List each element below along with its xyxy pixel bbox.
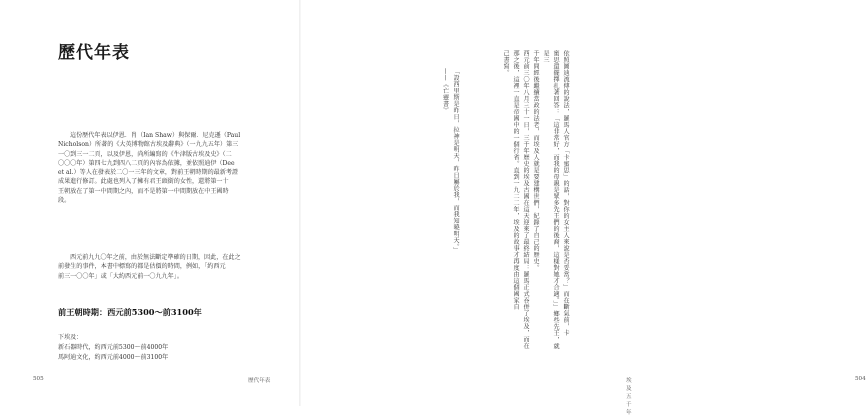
- section-heading: 前王朝時期：西元前5300～前3100年: [58, 307, 202, 317]
- period-list: [58, 333, 168, 363]
- period-item: 馬阿迪文化，約西元前4000～前3100年: [58, 354, 169, 361]
- epigraph-quote: [438, 68, 460, 368]
- paragraph-line: 王朝放在了第一中間期之內，而不是將第一中間期放在中王國時: [58, 187, 229, 195]
- paragraph-line: 〇〇〇年）第四七九到四八二頁的內容為依據，並依照迪伊（Dee: [58, 159, 235, 167]
- text-column: 那之後，這裡一直是帝國中的一個行省。直到一九二二年，埃及的故事才再度由這個國家自: [512, 50, 519, 310]
- period-intro: 下埃及：: [58, 334, 83, 341]
- paragraph-line: Nicholson）所著的《大英博物館古埃及辭典》（一九九五年）第三: [58, 141, 239, 149]
- text-column: 蜜思還擺擇扎著回答：「這非常好，而我的母親是眾多先王們的後裔，這樣對她才合適。」」鄉些先王，就是三: [542, 50, 559, 350]
- paragraph-line: 段。: [58, 197, 71, 205]
- vertical-text-block: [470, 50, 570, 350]
- text-column: 依照圖迪流傳的說法，羅馬人官方「卡蜜思」的話，對你的女主人來說是否妥當？」而在斷氣前，卡: [562, 50, 569, 336]
- quote-source: ——《亡靈書》: [441, 68, 449, 114]
- running-title-right: 埃及五千年: [626, 378, 632, 416]
- paragraph-line: 前三一〇〇年」或「大約西元前一〇九九年」。: [58, 272, 183, 280]
- paragraph-line: 西元前九九〇年之前，由於無法斷定準確的日期，因此，在此之: [70, 254, 241, 261]
- right-page: [300, 0, 866, 416]
- text-column: 己書寫。: [502, 50, 509, 76]
- page-number-right: 504: [855, 376, 866, 382]
- text-column: 千年間經後繼續當政的法老，而埃及人就是要建構世們，紀錄了自己的歷史。: [532, 50, 539, 271]
- chapter-title: 歷代年表: [58, 43, 130, 63]
- running-title-left: 歷代年表: [248, 378, 271, 384]
- paragraph-line: 一〇到三一二頁，以及伊恩，尚所編寫的《牛津版古埃及史》（二: [58, 150, 232, 158]
- paragraph-line: 成果進行修訂。此處也列入了擁有君王頭銜的女性，還將第一十: [58, 178, 229, 186]
- paragraph-line: 前發生的事件，本書中標寫的都是估價的時間，例如，「約西元: [58, 263, 226, 271]
- dating-paragraph: [58, 253, 254, 281]
- text-column: 西元前三〇年八月三十一日，三千年歷史的埃及古國在這天迎來了最終結局：羅馬正式吞併了埃及，而在: [522, 50, 529, 349]
- period-item: 新石器時代，約西元前5300～前4000年: [58, 344, 169, 351]
- paragraph-line: et al.）等人在發表於二〇一三年的文章，對前王朝時期的最新考證: [58, 169, 239, 177]
- page-number-left: 505: [33, 376, 44, 382]
- paragraph-line: 這份歷代年表以伊恩．肖（Ian Shaw）與保爾．尼克遜（Paul: [70, 132, 241, 139]
- left-page: [0, 0, 300, 406]
- intro-paragraph: [58, 131, 254, 205]
- quote-line: 「設西里斯是昨日，拉神是明天，昨日屬於我，而我知曉明天。」: [452, 68, 459, 254]
